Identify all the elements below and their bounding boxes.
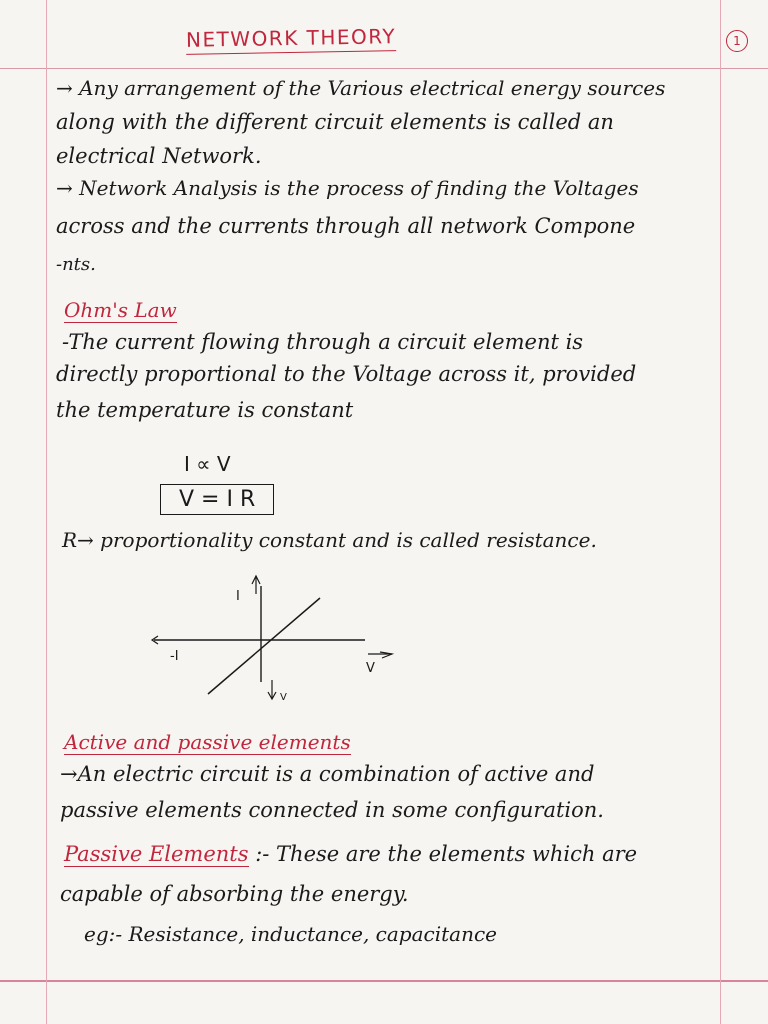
page-number: 1 (726, 30, 748, 52)
vi-characteristic-line (208, 598, 320, 694)
intro-line-4: → Network Analysis is the process of finding the Voltages (56, 176, 639, 200)
ohms-law-heading: Ohm's Law (64, 298, 177, 322)
intro-line-6: -nts. (56, 254, 96, 275)
bottom-rule-line (0, 980, 768, 982)
intro-line-1: → Any arrangement of the Various electrical energy sources (56, 76, 666, 100)
left-margin-line (46, 0, 47, 1024)
right-margin-line (720, 0, 721, 1024)
vi-characteristic-graph (140, 572, 420, 712)
passive-elements-heading: Passive Elements (64, 842, 249, 866)
passive-elements-definition: :- These are the elements which are (255, 842, 638, 866)
passive-elements-line (64, 842, 637, 866)
intro-line-5: across and the currents through all network Compone (56, 214, 636, 238)
resistance-definition: R→ proportionality constant and is called resistance. (62, 528, 597, 552)
passive-elements-examples: eg:- Resistance, inductance, capacitance (84, 922, 497, 946)
active-passive-heading: Active and passive elements (64, 730, 351, 754)
graph-label-v-down: V (280, 692, 287, 703)
x-axis-right-arrow (380, 652, 392, 658)
ohms-law-formula: V = I R (160, 484, 274, 515)
graph-label-i: I (236, 589, 240, 604)
intro-line-3: electrical Network. (56, 144, 262, 168)
graph-label-v: V (366, 661, 375, 676)
intro-line-2: along with the different circuit elements is called an (56, 110, 614, 134)
top-rule-line (0, 68, 768, 69)
ohms-law-line-1: -The current flowing through a circuit element is (62, 330, 584, 354)
graph-label-minus-i: -I (170, 649, 179, 664)
ohms-law-line-3: the temperature is constant (56, 398, 354, 422)
active-passive-line-1: →An electric circuit is a combination of active and (60, 762, 595, 786)
passive-elements-line-2: capable of absorbing the energy. (60, 882, 409, 906)
active-passive-line-2: passive elements connected in some configuration. (60, 798, 604, 822)
page-title: NETWORK THEORY (186, 24, 397, 55)
ohms-law-line-2: directly proportional to the Voltage across it, provided (56, 362, 637, 386)
proportional-relation: I ∝ V (184, 452, 231, 476)
